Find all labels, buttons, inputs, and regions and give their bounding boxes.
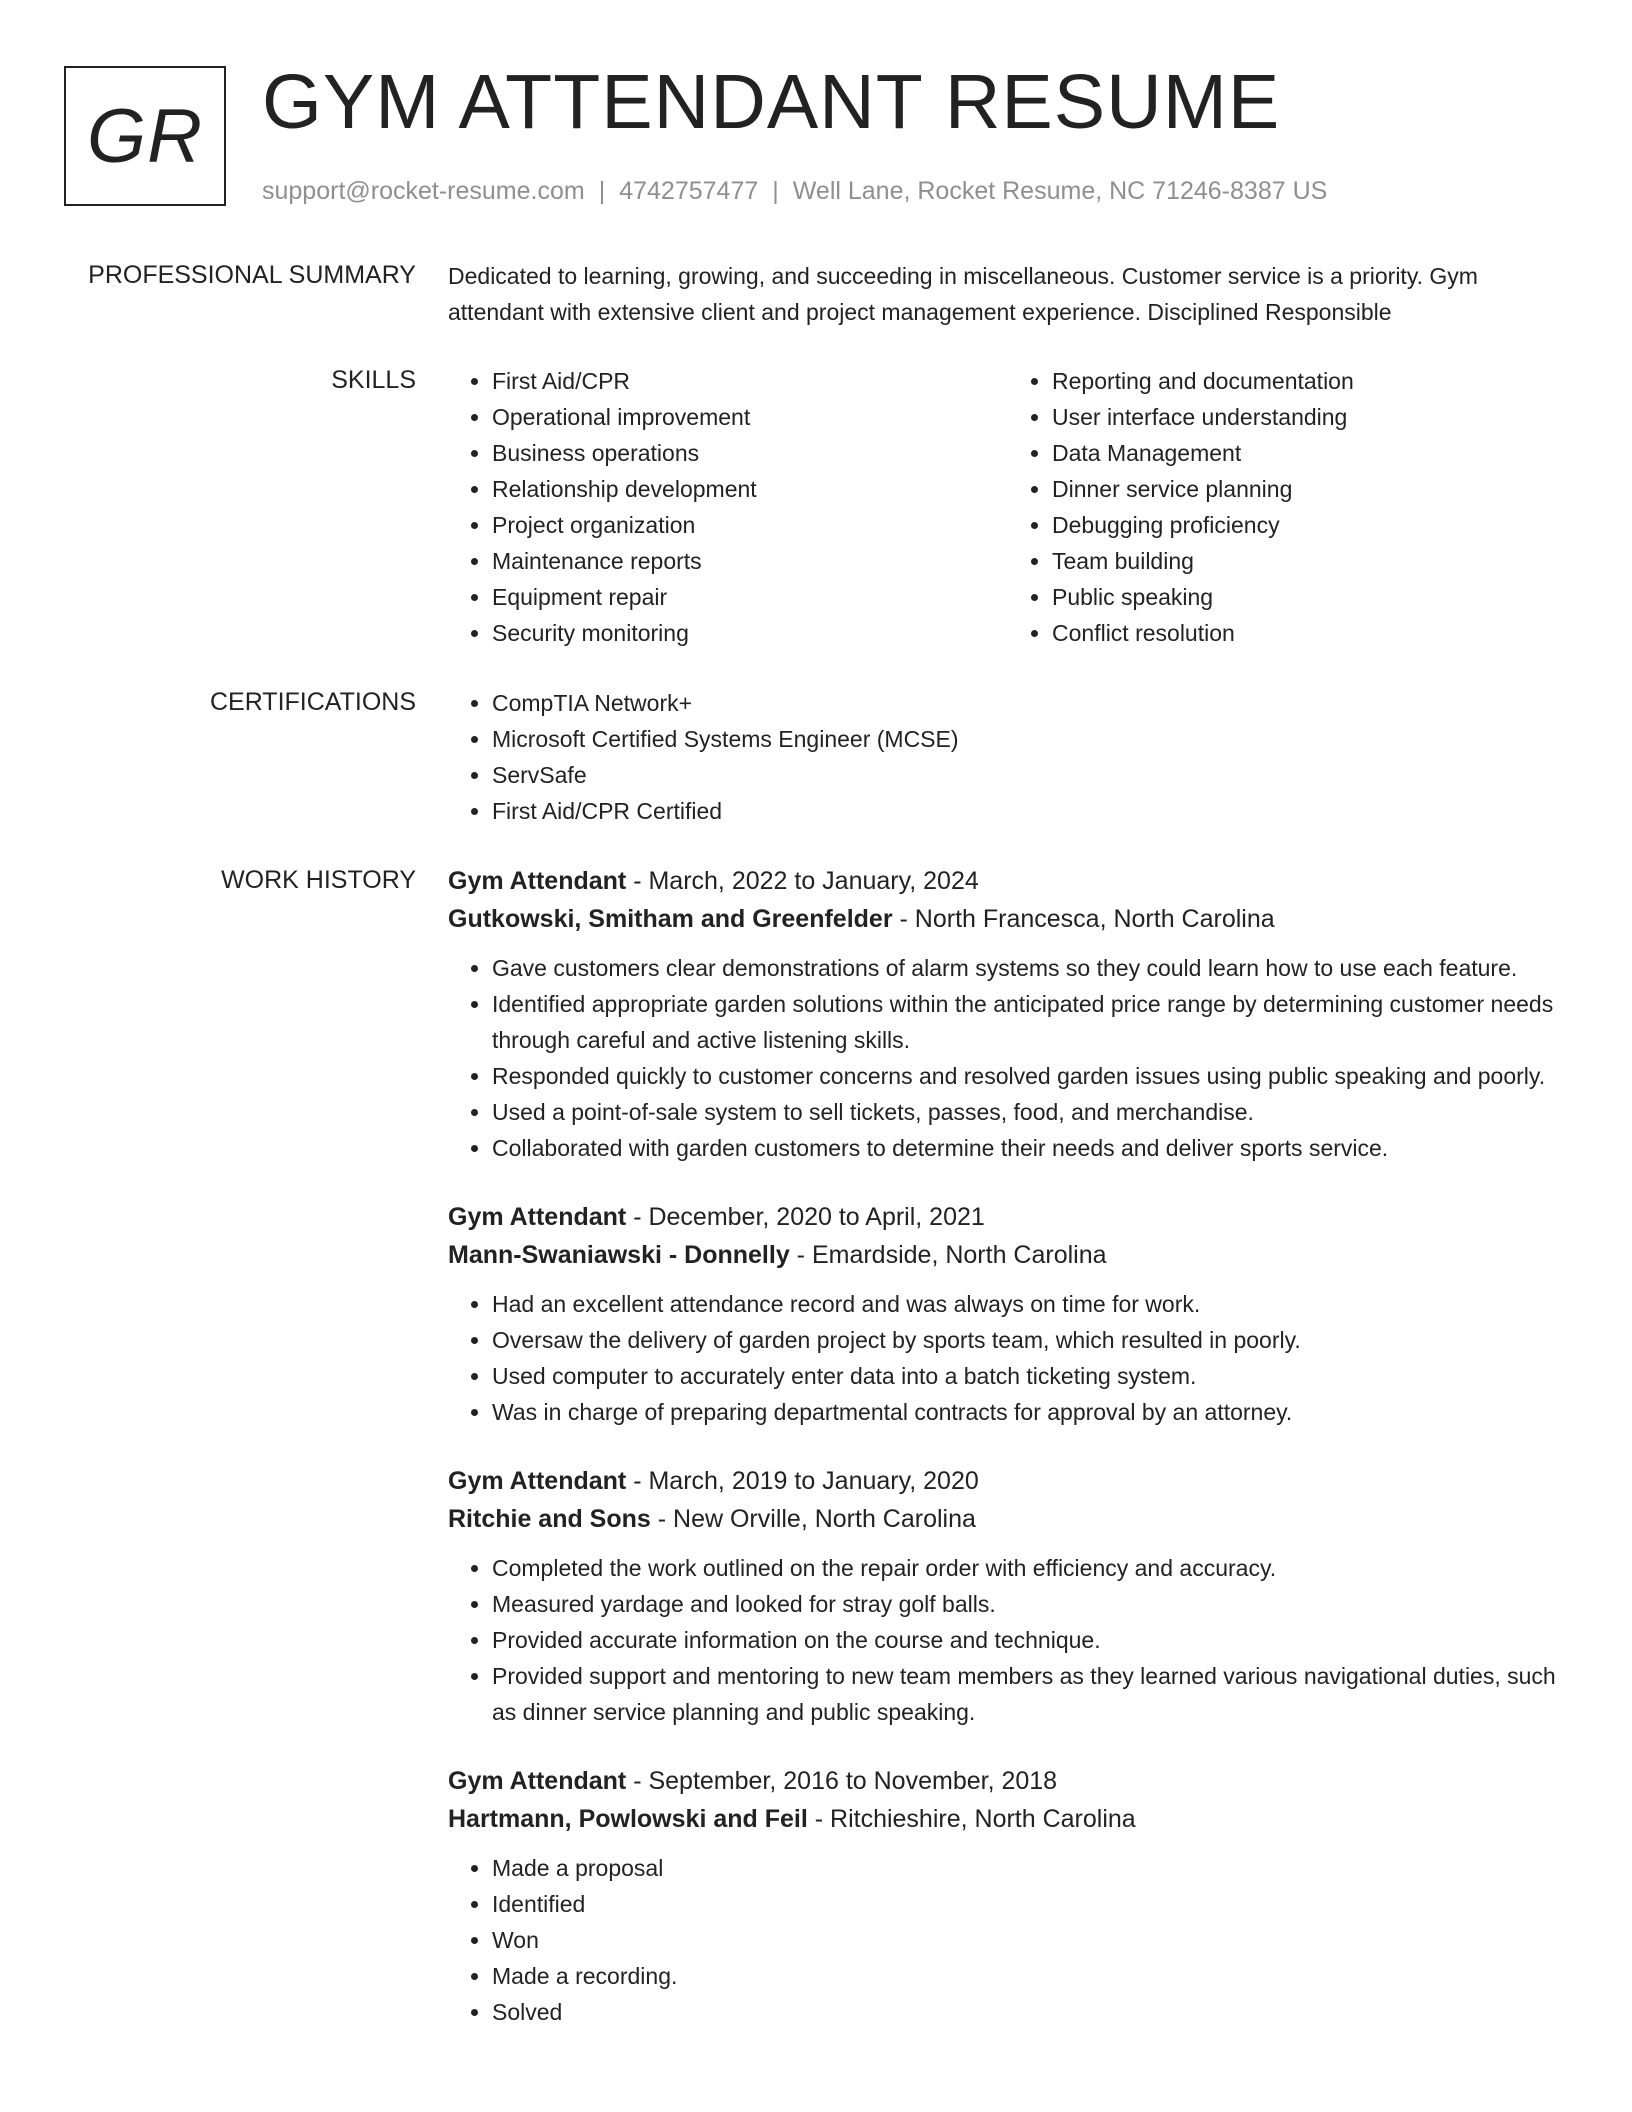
skill-item: • First Aid/CPR (492, 363, 1008, 399)
job-dates: - December, 2020 to April, 2021 (626, 1203, 985, 1231)
contact-address: Well Lane, Rocket Resume, NC 71246-8387 US (792, 177, 1328, 205)
job-duty: • Had an excellent attendance record and was always on time for work. (492, 1286, 1568, 1322)
skill-item: • Equipment repair (492, 579, 1008, 615)
summary-text: Dedicated to learning, growing, and succeeding in miscellaneous. Customer service is a priority. Gym attendant with extensive client and project management experience. Disciplined Responsible (448, 263, 1478, 325)
job-entry (448, 1198, 1568, 1430)
job-duties (448, 1850, 1568, 2030)
job-duty: • Provided support and mentoring to new team members as they learned various navigational duties, such as dinner service planning and public speaking. (492, 1658, 1568, 1730)
job-duty: • Was in charge of preparing departmental contracts for approval by an attorney. (492, 1394, 1568, 1430)
job-duties (448, 1286, 1568, 1430)
job-duty: • Solved (492, 1994, 1568, 2030)
skill-item: • Operational improvement (492, 399, 1008, 435)
skill-item: • Team building (1052, 543, 1568, 579)
certifications-heading: CERTIFICATIONS (209, 688, 416, 716)
job-company-line (448, 1800, 1568, 1838)
certifications-list (448, 685, 1568, 829)
job-company: Mann-Swaniawski - Donnelly (448, 1241, 790, 1269)
skill-item: • Project organization (492, 507, 1008, 543)
job-entry (448, 1462, 1568, 1730)
job-duty: • Identified appropriate garden solutions within the anticipated price range by determining customer needs through careful and active listening skills. (492, 986, 1568, 1058)
work-history-heading: WORK HISTORY (221, 866, 416, 894)
monogram-initials: GR (87, 93, 203, 179)
job-duty: • Identified (492, 1886, 1568, 1922)
job-duties (448, 950, 1568, 1166)
job-location: - North Francesca, North Carolina (892, 905, 1275, 933)
job-dates: - September, 2016 to November, 2018 (626, 1767, 1058, 1795)
skill-item: • Conflict resolution (1052, 615, 1568, 651)
skill-item: • User interface understanding (1052, 399, 1568, 435)
job-location: - Ritchieshire, North Carolina (807, 1805, 1136, 1833)
job-duty: • Measured yardage and looked for stray golf balls. (492, 1586, 1568, 1622)
job-entry (448, 862, 1568, 1166)
job-title: Gym Attendant (448, 867, 627, 895)
job-duty: • Responded quickly to customer concerns and resolved garden issues using public speaking and poorly. (492, 1058, 1568, 1094)
skills-list (448, 363, 1568, 651)
job-duty: • Collaborated with garden customers to determine their needs and deliver sports service. (492, 1130, 1568, 1166)
skills-column-right (1008, 363, 1568, 651)
certification-item: • CompTIA Network+ (492, 685, 1568, 721)
contact-phone: 4742757477 (619, 177, 759, 205)
summary-heading: PROFESSIONAL SUMMARY (88, 261, 416, 289)
job-title-line (448, 1762, 1568, 1800)
skill-item: • Data Management (1052, 435, 1568, 471)
skills-column-left (448, 363, 1008, 651)
contact-email: support@rocket-resume.com (262, 177, 585, 205)
certification-item: • Microsoft Certified Systems Engineer (MCSE) (492, 721, 1568, 757)
job-duty: • Oversaw the delivery of garden project by sports team, which resulted in poorly. (492, 1322, 1568, 1358)
job-entry (448, 1762, 1568, 2030)
job-title-line (448, 862, 1568, 900)
job-company-line (448, 1500, 1568, 1538)
job-title-line (448, 1198, 1568, 1236)
job-duties (448, 1550, 1568, 1730)
contact-line (262, 174, 1327, 208)
job-duty: • Completed the work outlined on the repair order with efficiency and accuracy. (492, 1550, 1568, 1586)
contact-separator: | (598, 177, 606, 205)
job-duty: • Made a proposal (492, 1850, 1568, 1886)
monogram-box (64, 66, 226, 206)
resume-title: GYM ATTENDANT RESUME (262, 59, 1281, 145)
job-title: Gym Attendant (448, 1767, 627, 1795)
job-location: - New Orville, North Carolina (650, 1505, 976, 1533)
skill-item: • Dinner service planning (1052, 471, 1568, 507)
skill-item: • Relationship development (492, 471, 1008, 507)
job-duty: • Won (492, 1922, 1568, 1958)
job-title: Gym Attendant (448, 1467, 627, 1495)
skill-item: • Security monitoring (492, 615, 1008, 651)
job-company-line (448, 900, 1568, 938)
contact-separator: | (772, 177, 779, 205)
skill-item: • Debugging proficiency (1052, 507, 1568, 543)
job-company: Gutkowski, Smitham and Greenfelder (448, 905, 893, 933)
job-location: - Emardside, North Carolina (789, 1241, 1107, 1269)
certification-item: • First Aid/CPR Certified (492, 793, 1568, 829)
skill-item: • Reporting and documentation (1052, 363, 1568, 399)
skill-item: • Business operations (492, 435, 1008, 471)
job-company-line (448, 1236, 1568, 1274)
job-duty: • Made a recording. (492, 1958, 1568, 1994)
job-title: Gym Attendant (448, 1203, 627, 1231)
job-company: Ritchie and Sons (448, 1505, 651, 1533)
job-duty: • Used a point-of-sale system to sell tickets, passes, food, and merchandise. (492, 1094, 1568, 1130)
job-duty: • Provided accurate information on the course and technique. (492, 1622, 1568, 1658)
job-dates: - March, 2019 to January, 2020 (626, 1467, 979, 1495)
skills-heading: SKILLS (331, 366, 416, 394)
job-duty: • Used computer to accurately enter data into a batch ticketing system. (492, 1358, 1568, 1394)
job-dates: - March, 2022 to January, 2024 (626, 867, 979, 895)
job-title-line (448, 1462, 1568, 1500)
job-duty: • Gave customers clear demonstrations of alarm systems so they could learn how to use each feature. (492, 950, 1568, 986)
skill-item: • Maintenance reports (492, 543, 1008, 579)
work-history-list (448, 862, 1568, 2062)
job-company: Hartmann, Powlowski and Feil (448, 1805, 808, 1833)
skill-item: • Public speaking (1052, 579, 1568, 615)
certification-item: • ServSafe (492, 757, 1568, 793)
